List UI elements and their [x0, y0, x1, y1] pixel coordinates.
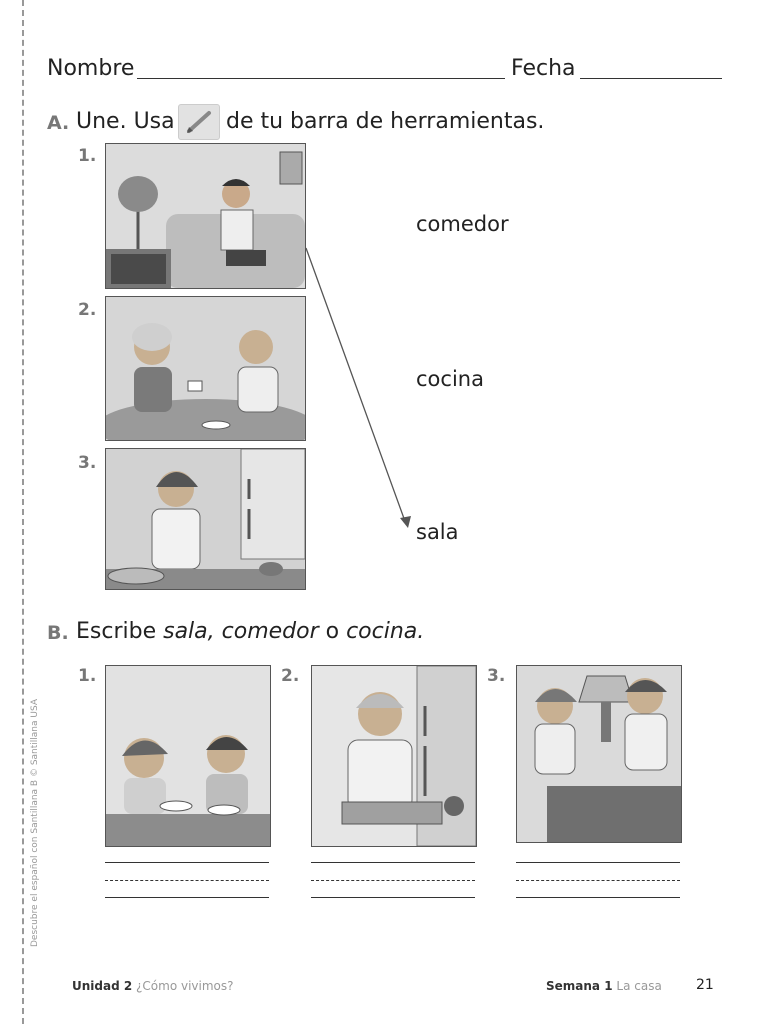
section-b-instruction: Escribe sala, comedor o cocina. — [76, 619, 425, 644]
footer-week — [546, 979, 662, 993]
pencil-tool-button[interactable] — [178, 104, 220, 140]
footer-week-number: Semana 1 — [546, 979, 613, 993]
item-b2-number: 2. — [281, 666, 300, 686]
dining-couple-illustration[interactable] — [105, 296, 306, 441]
pencil-icon — [179, 105, 219, 139]
item-a3-number: 3. — [78, 453, 97, 473]
match-connector-arrow — [300, 240, 420, 540]
answer-line-1-mid — [105, 880, 269, 881]
section-a-letter: A. — [47, 112, 70, 134]
word-cocina[interactable]: cocina — [416, 367, 484, 391]
item-a1-number: 1. — [78, 146, 97, 166]
word-comedor[interactable]: comedor — [416, 212, 509, 236]
item-b3-number: 3. — [487, 666, 506, 686]
section-b-letter: B. — [47, 622, 69, 644]
children-eating-illustration — [105, 665, 271, 847]
man-cooking-scene — [312, 666, 476, 846]
answer-line-3-bottom — [516, 897, 680, 898]
women-talking-scene — [517, 666, 681, 842]
item-a2-number: 2. — [78, 300, 97, 320]
man-cooking-illustration — [311, 665, 477, 847]
item-b1-number: 1. — [78, 666, 97, 686]
name-label: Nombre — [47, 56, 135, 81]
living-room-scene — [106, 144, 305, 288]
kitchen-scene — [106, 449, 305, 589]
living-room-man-illustration[interactable] — [105, 143, 306, 289]
word-sala[interactable]: sala — [416, 520, 459, 544]
answer-line-2-top[interactable] — [311, 862, 475, 863]
dining-scene — [106, 297, 305, 440]
answer-line-3-mid — [516, 880, 680, 881]
children-eating-scene — [106, 666, 270, 846]
answer-line-2-bottom — [311, 897, 475, 898]
answer-line-1-top[interactable] — [105, 862, 269, 863]
women-talking-illustration — [516, 665, 682, 843]
perforation-line — [22, 0, 24, 1024]
kitchen-woman-illustration[interactable] — [105, 448, 306, 590]
date-label: Fecha — [511, 56, 576, 81]
section-a-instruction-start: Une. Usa — [76, 109, 175, 134]
footer-unit-number: Unidad 2 — [72, 979, 133, 993]
answer-line-1-bottom — [105, 897, 269, 898]
answer-line-3-top[interactable] — [516, 862, 680, 863]
section-a-instruction-end: de tu barra de herramientas. — [226, 109, 545, 134]
date-field[interactable] — [580, 78, 722, 79]
footer-week-title: La casa — [616, 979, 662, 993]
footer-unit-title: ¿Cómo vivimos? — [136, 979, 234, 993]
copyright-credit: Descubre el español con Santillana B © Santillana USA — [30, 698, 40, 947]
answer-line-2-mid — [311, 880, 475, 881]
page-number: 21 — [696, 977, 714, 993]
footer-unit — [72, 979, 234, 993]
name-field[interactable] — [137, 78, 505, 79]
